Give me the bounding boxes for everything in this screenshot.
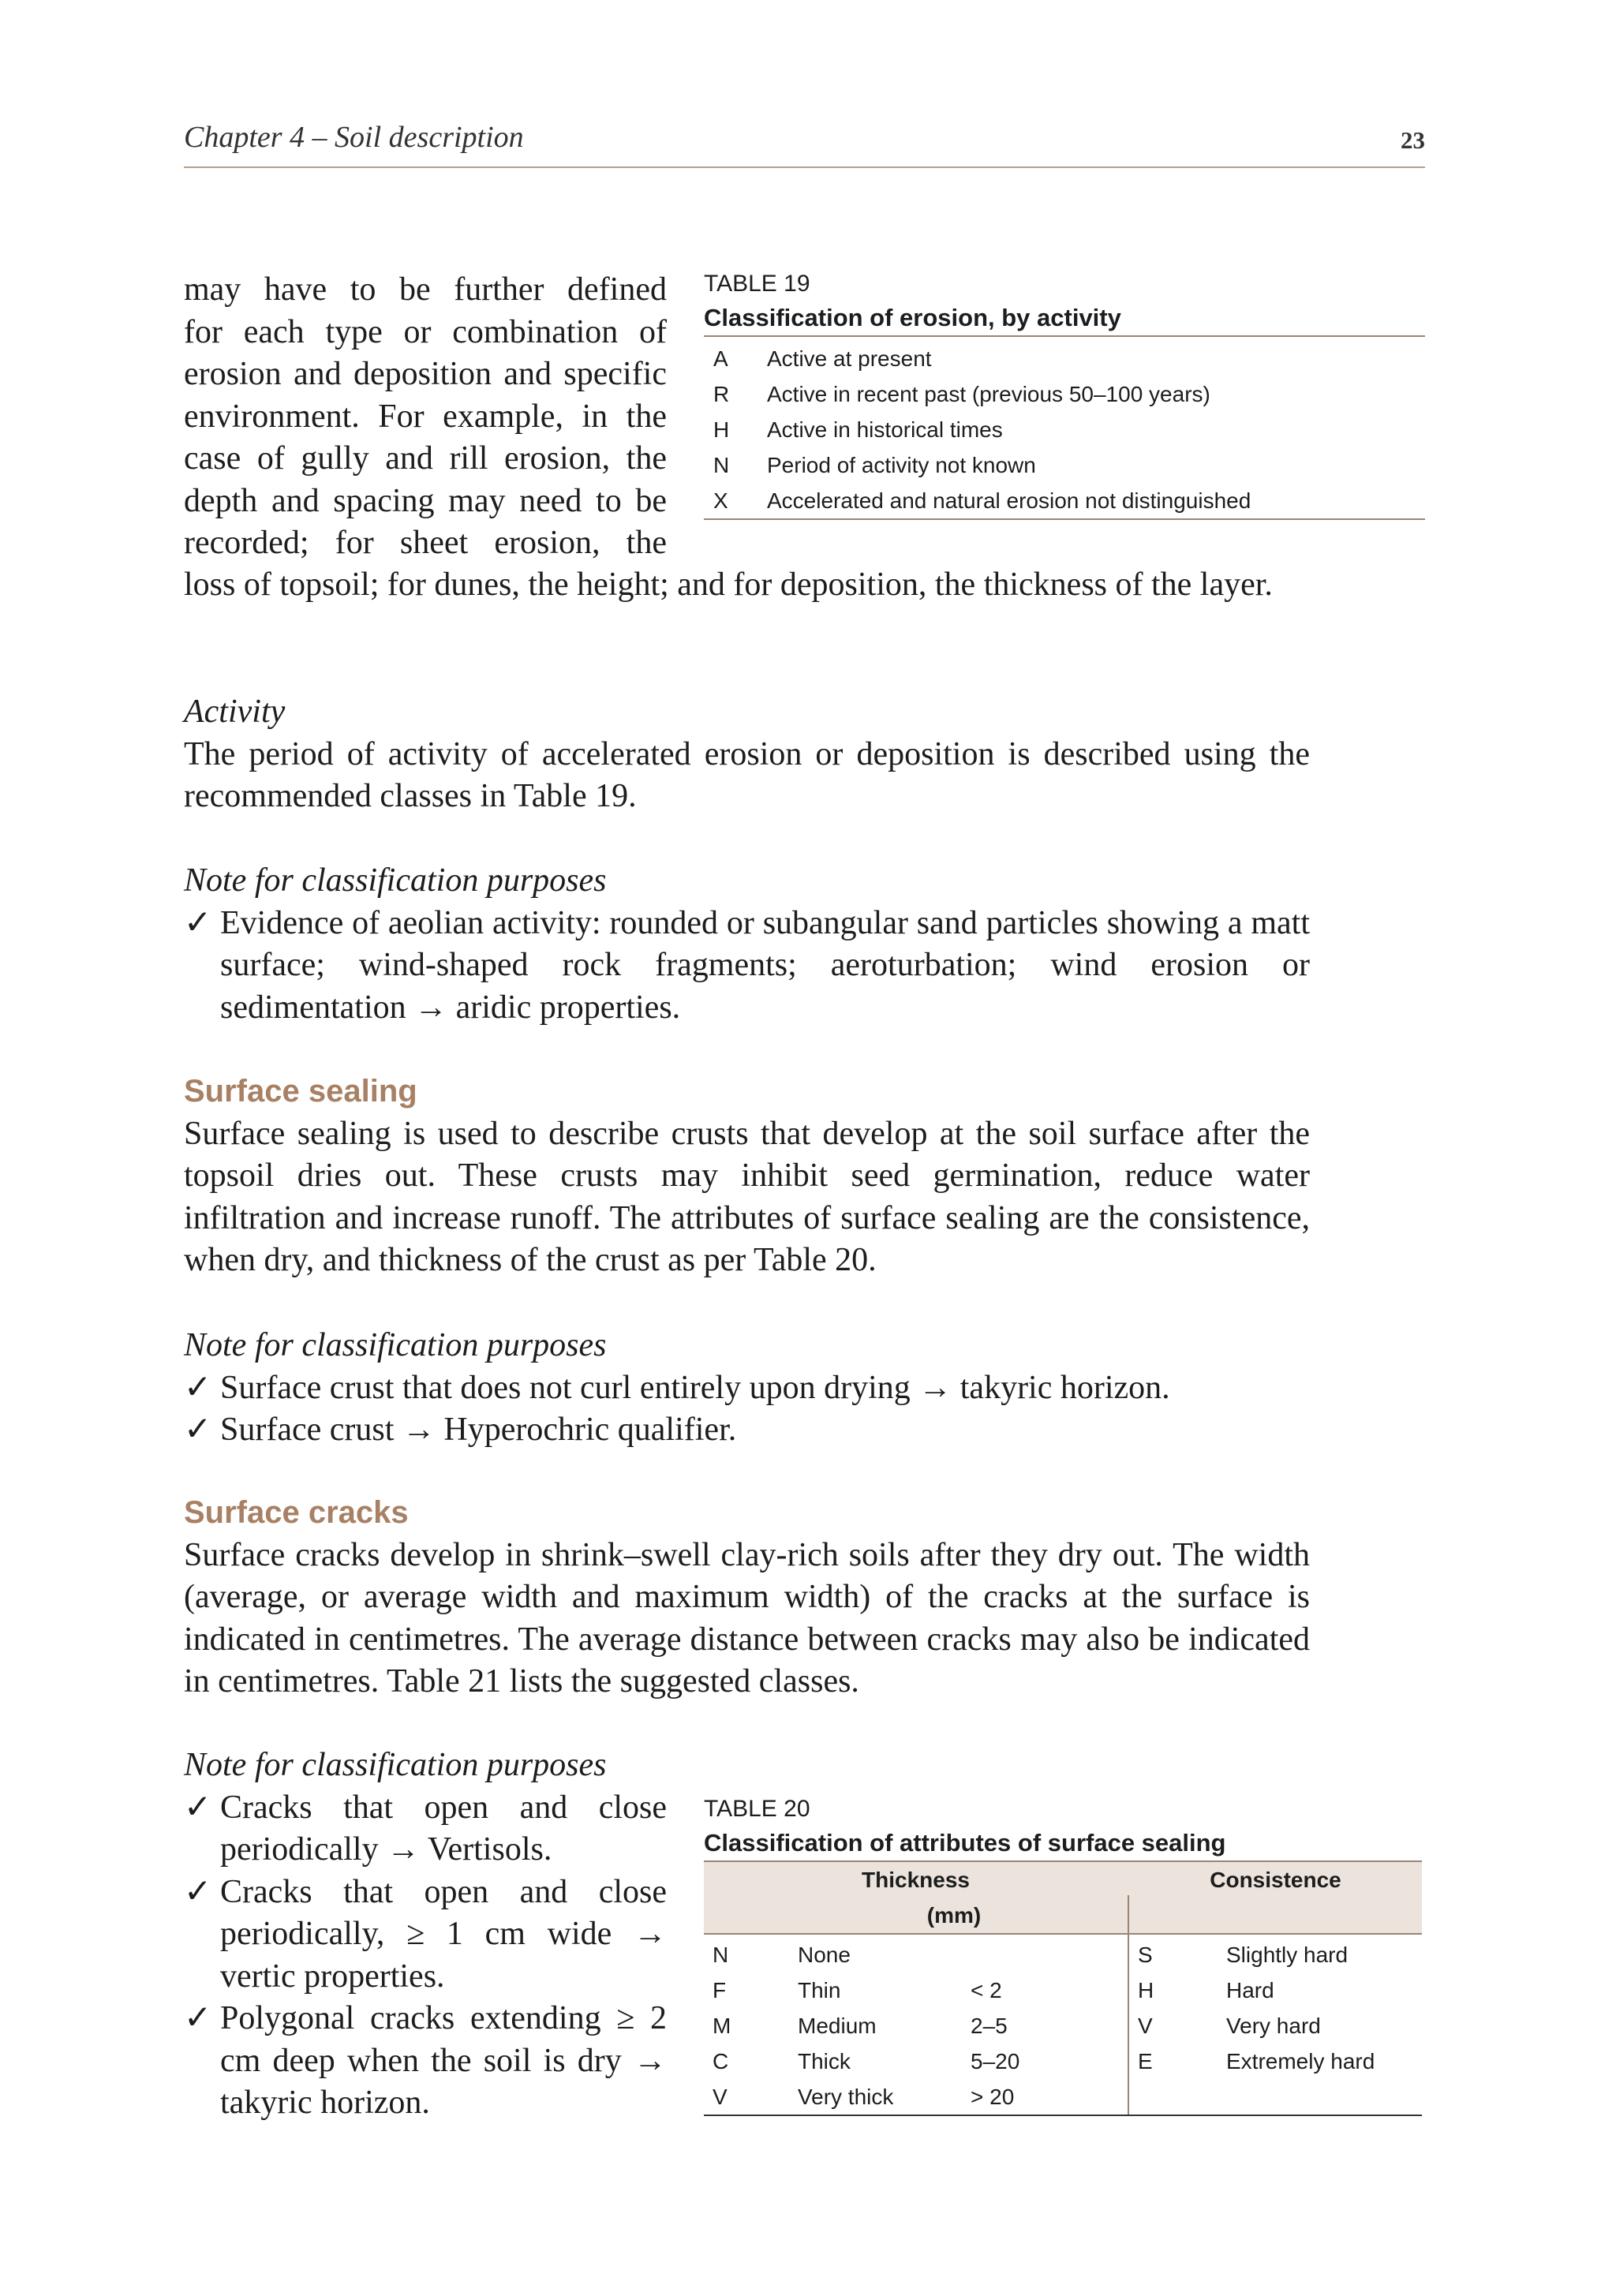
activity-text: The period of activity of accelerated erosion or deposition is described using the recommended classes in Table 19. bbox=[184, 735, 1310, 814]
table-19-body bbox=[704, 337, 1425, 518]
table-19-code: A bbox=[713, 346, 728, 371]
check-mark-icon: ✓ bbox=[184, 1369, 212, 1406]
thickness-code: C bbox=[713, 2049, 729, 2074]
intro-line: for each type or combination of bbox=[184, 313, 667, 350]
note-item-text: Surface crust → Hyperochric qualifier. bbox=[220, 1412, 737, 1448]
table-row bbox=[704, 2079, 1422, 2115]
note-cracks bbox=[184, 1744, 667, 2125]
header-column-divider bbox=[1128, 1895, 1129, 1968]
table-19 bbox=[704, 267, 1425, 520]
consistence-code: H bbox=[1138, 1978, 1154, 2002]
table-20-header bbox=[704, 1862, 1422, 1933]
table-19-code: H bbox=[713, 417, 730, 442]
thickness-code: N bbox=[713, 1943, 729, 1967]
surface-sealing-heading: Surface sealing bbox=[184, 1074, 417, 1109]
table-19-desc: Active in historical times bbox=[767, 417, 1003, 442]
table-20-bottom-rule bbox=[704, 2115, 1422, 2116]
check-mark-icon: ✓ bbox=[184, 1789, 212, 1826]
thickness-name: Thin bbox=[798, 1978, 841, 2002]
thickness-range: 5–20 bbox=[971, 2049, 1020, 2074]
table-row bbox=[704, 1937, 1422, 1973]
table-row bbox=[704, 376, 1425, 412]
running-header-chapter: Chapter 4 – Soil description bbox=[184, 121, 524, 154]
consistence-name: Hard bbox=[1226, 1978, 1274, 2002]
note-item-text: Cracks that open and close periodically → Vertisols. bbox=[220, 1789, 667, 1868]
table-row bbox=[704, 483, 1425, 518]
intro-line: recorded; for sheet erosion, the bbox=[184, 525, 667, 561]
note-heading: Note for classification purposes bbox=[184, 1327, 607, 1363]
table-19-desc: Accelerated and natural erosion not distinguished bbox=[767, 488, 1251, 513]
thickness-code: M bbox=[713, 2014, 731, 2038]
intro-line: erosion and deposition and specific bbox=[184, 356, 667, 392]
note-surface-crust bbox=[184, 1325, 1310, 1452]
note-aeolian bbox=[184, 860, 1310, 1029]
table-20-label: TABLE 20 bbox=[704, 1796, 810, 1822]
table-row bbox=[704, 447, 1425, 483]
consistence-code: E bbox=[1138, 2049, 1153, 2074]
table-20 bbox=[704, 1793, 1422, 2116]
thickness-header: Thickness bbox=[862, 1868, 970, 1892]
page-number: 23 bbox=[1401, 126, 1425, 154]
table-19-code: N bbox=[713, 453, 730, 477]
surface-sealing-section bbox=[184, 1071, 1310, 1282]
table-row bbox=[704, 1973, 1422, 2008]
note-item-text: Polygonal cracks extending ≥ 2 cm deep when the soil is dry → takyric horizon. bbox=[220, 2000, 667, 2121]
table-19-desc: Active at present bbox=[767, 346, 932, 371]
table-19-code: X bbox=[713, 488, 728, 513]
intro-line: case of gully and rill erosion, the bbox=[184, 440, 667, 477]
list-item bbox=[184, 1787, 667, 1872]
activity-section bbox=[184, 691, 1310, 818]
table-20-body bbox=[704, 1935, 1422, 2115]
table-row bbox=[704, 2044, 1422, 2079]
thickness-name: Medium bbox=[798, 2014, 877, 2038]
table-20-title: Classification of attributes of surface sealing bbox=[704, 1829, 1226, 1857]
consistence-name: Extremely hard bbox=[1226, 2049, 1375, 2074]
thickness-unit: (mm) bbox=[926, 1903, 982, 1928]
table-19-bottom-rule bbox=[704, 518, 1425, 520]
check-mark-icon: ✓ bbox=[184, 1412, 212, 1448]
thickness-name: Thick bbox=[798, 2049, 851, 2074]
check-mark-icon: ✓ bbox=[184, 2000, 212, 2036]
thickness-code: F bbox=[713, 1978, 727, 2002]
list-item bbox=[184, 1367, 1310, 1410]
intro-line: may have to be further defined bbox=[184, 271, 667, 308]
surface-sealing-text: Surface sealing is used to describe crusts that develop at the soil surface after the topsoil dries out. These crusts may inhibit seed germination, reduce water infiltration and increase runoff. The attributes of surface sealing are the consistence, when dry, and thickness of the crust as per Table 20. bbox=[184, 1115, 1310, 1278]
list-item bbox=[184, 1409, 1310, 1452]
consistence-code: V bbox=[1138, 2014, 1153, 2038]
surface-cracks-text: Surface cracks develop in shrink–swell clay-rich soils after they dry out. The width (average, or average width and maximum width) of the cracks at the surface is indicated in centimetres. The average distance between cracks may also be indicated in centimetres. Table 21 lists the suggested classes. bbox=[184, 1536, 1310, 1700]
table-19-code: R bbox=[713, 382, 730, 406]
note-item-text: Evidence of aeolian activity: rounded or subangular sand particles showing a matt surface; wind-shaped rock fragments; aeroturbation; wind erosion or sedimentation → aridic properties. bbox=[220, 904, 1310, 1026]
surface-cracks-section bbox=[184, 1492, 1310, 1703]
table-19-desc: Active in recent past (previous 50–100 years) bbox=[767, 382, 1210, 406]
list-item bbox=[184, 1998, 667, 2125]
note-heading: Note for classification purposes bbox=[184, 1747, 607, 1783]
thickness-range: > 20 bbox=[971, 2085, 1015, 2109]
note-item-text: Surface crust that does not curl entirely upon drying → takyric horizon. bbox=[220, 1369, 1170, 1406]
consistence-name: Slightly hard bbox=[1226, 1943, 1349, 1967]
list-item bbox=[184, 1872, 667, 1999]
header-rule bbox=[184, 166, 1425, 168]
table-row bbox=[704, 412, 1425, 447]
intro-line: environment. For example, in the bbox=[184, 398, 667, 435]
consistence-name: Very hard bbox=[1226, 2014, 1321, 2038]
intro-continuation-text: loss of topsoil; for dunes, the height; and for deposition, the thickness of the layer. bbox=[184, 567, 1273, 603]
intro-line: depth and spacing may need to be bbox=[184, 482, 667, 519]
thickness-range: 2–5 bbox=[971, 2014, 1008, 2038]
consistence-code: S bbox=[1138, 1943, 1153, 1967]
table-19-label: TABLE 19 bbox=[704, 271, 810, 297]
table-row bbox=[704, 2008, 1422, 2044]
activity-heading: Activity bbox=[184, 694, 286, 730]
table-19-title: Classification of erosion, by activity bbox=[704, 304, 1121, 331]
check-mark-icon: ✓ bbox=[184, 904, 212, 941]
intro-wrapped-lines bbox=[184, 269, 667, 565]
thickness-name: Very thick bbox=[798, 2085, 894, 2109]
thickness-name: None bbox=[798, 1943, 851, 1967]
table-row bbox=[704, 341, 1425, 376]
surface-cracks-heading: Surface cracks bbox=[184, 1495, 409, 1530]
check-mark-icon: ✓ bbox=[184, 1873, 212, 1910]
thickness-code: V bbox=[713, 2085, 728, 2109]
consistence-header: Consistence bbox=[1210, 1868, 1341, 1892]
note-heading: Note for classification purposes bbox=[184, 862, 607, 899]
intro-continuation bbox=[184, 564, 1310, 607]
thickness-range: < 2 bbox=[971, 1978, 1002, 2002]
table-19-desc: Period of activity not known bbox=[767, 453, 1036, 477]
note-item-text: Cracks that open and close periodically, ≥ 1 cm wide → vertic properties. bbox=[220, 1873, 667, 1995]
list-item bbox=[184, 903, 1310, 1030]
